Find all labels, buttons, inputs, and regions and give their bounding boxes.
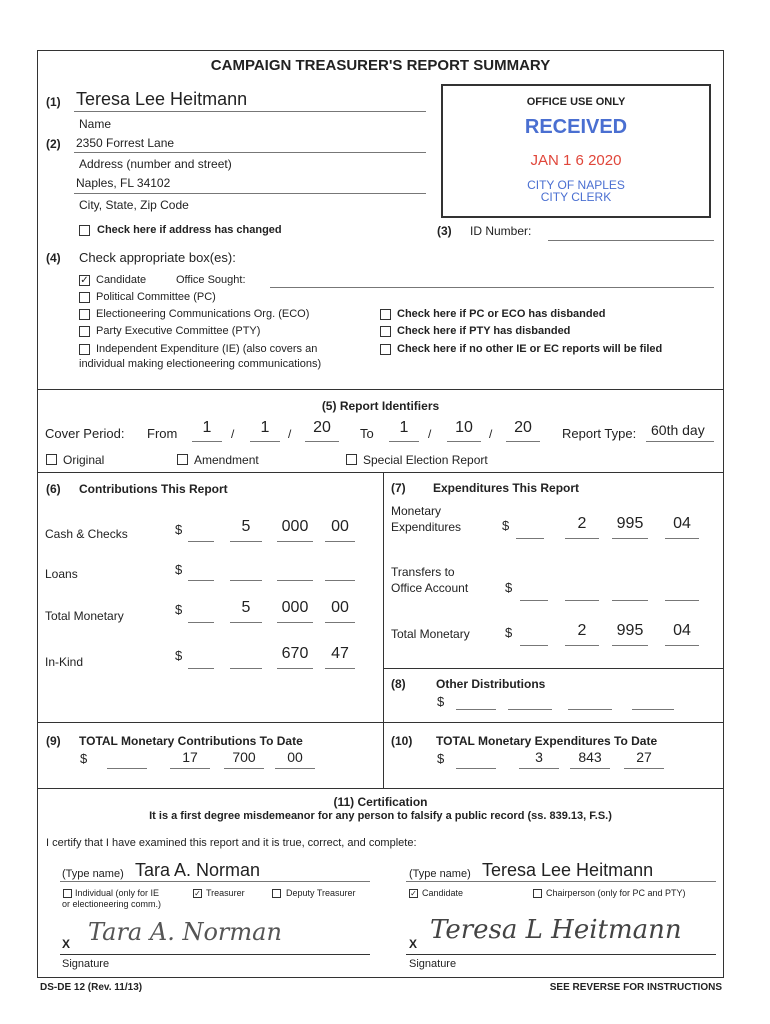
inkind-line-2 <box>230 668 262 669</box>
individual-label-1: Individual (only for IE <box>75 888 160 898</box>
total-exp-line-2 <box>565 645 599 646</box>
total-exp-line-3 <box>612 645 648 646</box>
from-day-underline <box>250 441 280 442</box>
cash-cents[interactable]: 00 <box>331 518 349 535</box>
total-exp-line-1 <box>520 645 548 646</box>
exp-date-line-2 <box>519 768 559 769</box>
contrib-date-hundreds[interactable]: 700 <box>232 749 256 765</box>
monetary-exp-line-2 <box>565 538 599 539</box>
to-slash-1: / <box>428 427 432 441</box>
total-exp-hundreds[interactable]: 995 <box>616 622 644 639</box>
disband-pc-label: Check here if PC or ECO has disbanded <box>397 308 606 320</box>
section4-label: Check appropriate box(es): <box>79 250 236 265</box>
pty-checkbox[interactable] <box>79 326 90 337</box>
transfers-dollar: $ <box>505 580 513 595</box>
left-signature-label: Signature <box>62 958 110 970</box>
to-year-underline <box>506 441 540 442</box>
address-underline <box>74 152 426 153</box>
city-label: City, State, Zip Code <box>79 198 189 212</box>
individual-checkbox[interactable] <box>63 889 72 898</box>
ie-checkbox[interactable] <box>79 344 90 355</box>
address-value[interactable]: 2350 Forrest Lane <box>76 136 175 150</box>
from-month-underline <box>192 441 222 442</box>
right-typed-name[interactable]: Teresa Lee Heitmann <box>482 860 654 880</box>
total-contrib-cents[interactable]: 00 <box>331 599 349 616</box>
chairperson-checkbox[interactable] <box>533 889 542 898</box>
name-value[interactable]: Teresa Lee Heitmann <box>76 89 248 109</box>
monetary-exp-thousands[interactable]: 2 <box>577 515 587 532</box>
divider-vertical-2 <box>383 722 384 788</box>
certify-statement: I certify that I have examined this report and it is true, correct, and complete: <box>46 837 417 849</box>
address-changed-checkbox[interactable] <box>79 225 90 236</box>
received-date: JAN 1 6 2020 <box>530 152 622 169</box>
original-checkbox[interactable] <box>46 454 57 465</box>
cash-millions-line <box>188 541 214 542</box>
section10-title: TOTAL Monetary Expenditures To Date <box>436 734 658 748</box>
divider-section6 <box>37 472 724 473</box>
monetary-exp-line-4 <box>665 538 699 539</box>
original-label: Original <box>63 453 105 467</box>
amendment-label: Amendment <box>194 453 259 467</box>
section8-number: (8) <box>391 677 406 691</box>
left-name-underline <box>60 881 370 882</box>
total-contrib-hundreds[interactable]: 000 <box>281 599 309 616</box>
total-contrib-line-4 <box>325 622 355 623</box>
stamp-city-line1: CITY OF NAPLES <box>527 178 625 192</box>
left-signature-line <box>60 954 370 955</box>
disband-pty-checkbox[interactable] <box>380 326 391 337</box>
to-month[interactable]: 1 <box>399 419 409 436</box>
monetary-exp-line-3 <box>612 538 648 539</box>
other-dist-line-3 <box>568 709 612 710</box>
transfers-line-4 <box>665 600 699 601</box>
section11-title: (11) Certification <box>333 795 428 809</box>
divider-section9 <box>37 722 724 723</box>
disband-pty-label: Check here if PTY has disbanded <box>397 325 571 337</box>
other-dist-line-4 <box>632 709 674 710</box>
special-election-label: Special Election Report <box>363 453 488 467</box>
inkind-dollar: $ <box>175 648 183 663</box>
total-contrib-dollar: $ <box>175 602 183 617</box>
candidate-cert-label: Candidate <box>422 888 464 898</box>
contrib-date-line-2 <box>170 768 210 769</box>
in-kind-label: In-Kind <box>45 655 84 669</box>
from-slash-1: / <box>231 427 235 441</box>
section7-title: Expenditures This Report <box>433 481 580 495</box>
pc-checkbox[interactable] <box>79 292 90 303</box>
exp-date-thousands[interactable]: 3 <box>535 749 543 765</box>
individual-label-2: or electioneering comm.) <box>62 899 162 909</box>
office-use-box <box>441 84 711 218</box>
section8-title: Other Distributions <box>436 677 546 691</box>
other-dist-line-1 <box>456 709 496 710</box>
deputy-treasurer-label: Deputy Treasurer <box>286 888 356 898</box>
form-number: DS-DE 12 (Rev. 11/13) <box>40 982 143 993</box>
right-x-mark: X <box>409 937 418 951</box>
disband-pc-checkbox[interactable] <box>380 309 391 320</box>
inkind-line-4 <box>325 668 355 669</box>
total-contrib-thousands[interactable]: 5 <box>241 599 251 616</box>
name-label: Name <box>79 117 112 131</box>
from-label: From <box>147 426 178 441</box>
ie-label-line2: individual making electioneering communications) <box>79 358 322 370</box>
loans-label: Loans <box>45 567 78 581</box>
loans-line-4 <box>325 580 355 581</box>
divider-section8 <box>383 668 724 669</box>
received-stamp: RECEIVED <box>524 116 628 138</box>
total-contrib-line-2 <box>230 622 262 623</box>
instructions-note: SEE REVERSE FOR INSTRUCTIONS <box>549 982 722 993</box>
amendment-checkbox[interactable] <box>177 454 188 465</box>
pty-label: Party Executive Committee (PTY) <box>96 325 261 337</box>
contrib-date-line-1 <box>107 768 147 769</box>
pc-label: Political Committee (PC) <box>96 291 216 303</box>
total-contrib-line-1 <box>188 622 214 623</box>
chairperson-label: Chairperson (only for PC and PTY) <box>546 888 686 898</box>
candidate-label: Candidate <box>96 274 147 286</box>
cash-hundreds-line <box>277 541 313 542</box>
city-value[interactable]: Naples, FL 34102 <box>76 176 171 190</box>
monetary-exp-dollar: $ <box>502 518 510 533</box>
total-monetary-exp-label: Total Monetary <box>391 627 470 641</box>
loans-line-1 <box>188 580 214 581</box>
transfers-label-1: Transfers to <box>391 565 455 579</box>
to-slash-2: / <box>489 427 493 441</box>
from-year-underline <box>305 441 339 442</box>
total-exp-line-4 <box>665 645 699 646</box>
other-dist-line-2 <box>508 709 552 710</box>
to-day-underline <box>447 441 481 442</box>
city-underline <box>74 193 426 194</box>
total-monetary-contrib-label: Total Monetary <box>45 609 124 623</box>
stamp-city-line2: CITY CLERK <box>540 190 612 204</box>
from-slash-2: / <box>288 427 292 441</box>
left-type-name-label: (Type name) <box>62 868 124 880</box>
transfers-label-2: Office Account <box>391 581 469 595</box>
section5-title: (5) Report Identifiers <box>321 399 440 413</box>
treasurer-label: Treasurer <box>206 888 245 898</box>
candidate-cert-checkbox[interactable]: ✓ <box>410 889 417 898</box>
exp-date-line-1 <box>456 768 496 769</box>
section4-number: (4) <box>46 251 61 265</box>
divider-section11 <box>37 788 724 789</box>
inkind-hundreds[interactable]: 670 <box>281 645 309 662</box>
total-exp-date-dollar: $ <box>437 751 445 766</box>
right-signature-line <box>406 954 716 955</box>
section7-number: (7) <box>391 481 406 495</box>
inkind-line-3 <box>277 668 313 669</box>
contrib-date-line-3 <box>224 768 264 769</box>
office-sought-underline <box>270 287 714 288</box>
section6-title: Contributions This Report <box>79 482 228 496</box>
candidate-checkbox[interactable]: ✓ <box>80 275 89 286</box>
cash-hundreds[interactable]: 000 <box>281 518 309 535</box>
transfers-line-1 <box>520 600 548 601</box>
form-title: CAMPAIGN TREASURER'S REPORT SUMMARY <box>210 57 551 74</box>
cash-thousands-line <box>230 541 262 542</box>
to-day[interactable]: 10 <box>455 419 473 436</box>
no-other-ie-label: Check here if no other IE or EC reports will be filed <box>397 343 663 355</box>
total-contrib-line-3 <box>277 622 313 623</box>
address-label: Address (number and street) <box>79 157 232 171</box>
to-month-underline <box>389 441 419 442</box>
right-type-name-label: (Type name) <box>409 868 471 880</box>
section3-number: (3) <box>437 224 452 238</box>
special-election-checkbox[interactable] <box>346 454 357 465</box>
other-dist-dollar: $ <box>437 694 445 709</box>
left-signature[interactable]: Tara A. Norman <box>88 918 282 946</box>
monetary-exp-line-1 <box>516 538 544 539</box>
right-signature[interactable]: Teresa L Heitmann <box>430 915 682 945</box>
divider-section5 <box>37 389 724 390</box>
report-type-label: Report Type: <box>562 426 637 441</box>
exp-date-cents[interactable]: 27 <box>636 749 652 765</box>
report-type-value[interactable]: 60th day <box>651 422 705 438</box>
right-signature-label: Signature <box>409 958 457 970</box>
section6-number: (6) <box>46 482 61 496</box>
office-sought-label: Office Sought: <box>176 274 246 286</box>
deputy-treasurer-checkbox[interactable] <box>272 889 281 898</box>
monetary-exp-label-2: Expenditures <box>391 520 462 534</box>
exp-date-hundreds[interactable]: 843 <box>578 749 602 765</box>
id-number-underline <box>548 240 714 241</box>
cover-period-label: Cover Period: <box>45 426 125 441</box>
contrib-date-line-4 <box>275 768 315 769</box>
monetary-exp-label-1: Monetary <box>391 504 442 518</box>
right-name-underline <box>406 881 716 882</box>
section2-number: (2) <box>46 137 61 151</box>
misdemeanor-warning: It is a first degree misdemeanor for any person to falsify a public record (ss. 839.13, F.S.) <box>149 810 612 822</box>
left-typed-name[interactable]: Tara A. Norman <box>135 860 261 880</box>
monetary-exp-cents[interactable]: 04 <box>673 515 691 532</box>
inkind-cents[interactable]: 47 <box>331 645 349 662</box>
loans-line-2 <box>230 580 262 581</box>
cash-checks-label: Cash & Checks <box>45 527 128 541</box>
to-year[interactable]: 20 <box>514 419 532 436</box>
from-year[interactable]: 20 <box>313 419 331 436</box>
total-exp-thousands[interactable]: 2 <box>577 622 587 639</box>
exp-date-line-4 <box>624 768 664 769</box>
loans-line-3 <box>277 580 313 581</box>
cash-cents-line <box>325 541 355 542</box>
section10-number: (10) <box>391 734 413 748</box>
from-month[interactable]: 1 <box>202 419 212 436</box>
left-x-mark: X <box>62 937 71 951</box>
total-exp-dollar: $ <box>505 625 513 640</box>
total-exp-cents[interactable]: 04 <box>673 622 691 639</box>
address-changed-label: Check here if address has changed <box>97 224 282 236</box>
from-day[interactable]: 1 <box>260 419 270 436</box>
cash-thousands[interactable]: 5 <box>241 518 251 535</box>
monetary-exp-hundreds[interactable]: 995 <box>616 515 644 532</box>
section1-number: (1) <box>46 95 61 109</box>
inkind-line-1 <box>188 668 214 669</box>
name-underline <box>74 111 426 112</box>
no-other-ie-checkbox[interactable] <box>380 344 391 355</box>
transfers-line-2 <box>565 600 599 601</box>
treasurer-checkbox[interactable]: ✓ <box>194 889 201 898</box>
section9-number: (9) <box>46 734 61 748</box>
section9-title: TOTAL Monetary Contributions To Date <box>79 734 303 748</box>
contrib-date-thousands[interactable]: 17 <box>182 749 198 765</box>
contrib-date-cents[interactable]: 00 <box>287 749 303 765</box>
total-contrib-date-dollar: $ <box>80 751 88 766</box>
exp-date-line-3 <box>570 768 610 769</box>
transfers-line-3 <box>612 600 648 601</box>
id-number-label: ID Number: <box>470 224 532 238</box>
cash-dollar: $ <box>175 522 183 537</box>
eco-label: Electioneering Communications Org. (ECO) <box>96 308 310 320</box>
report-type-underline <box>646 441 714 442</box>
eco-checkbox[interactable] <box>79 309 90 320</box>
loans-dollar: $ <box>175 562 183 577</box>
ie-label-line1: Independent Expenditure (IE) (also covers an <box>96 343 318 355</box>
office-use-title: OFFICE USE ONLY <box>526 96 626 108</box>
to-label: To <box>360 426 374 441</box>
